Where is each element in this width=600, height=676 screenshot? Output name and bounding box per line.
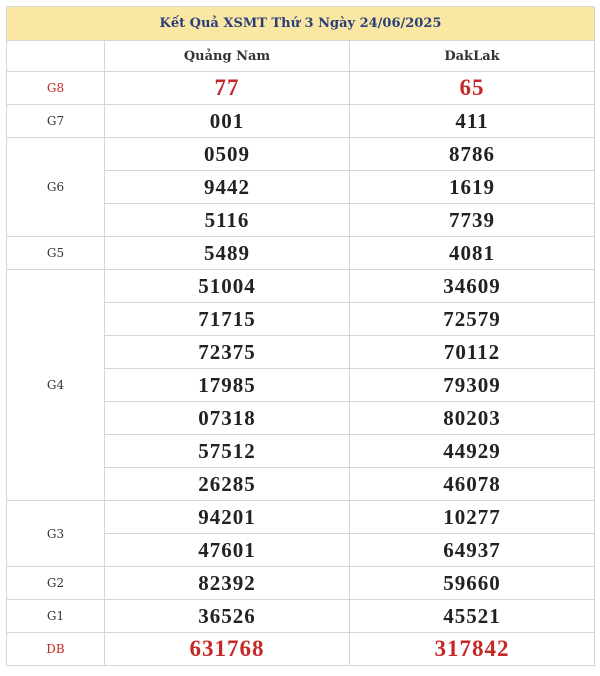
result-number: 5116 <box>105 204 350 237</box>
result-number: 34609 <box>350 270 595 303</box>
result-row <box>7 633 595 666</box>
result-number: 317842 <box>350 633 595 666</box>
result-number: 7739 <box>350 204 595 237</box>
result-number: 64937 <box>350 534 595 567</box>
result-row <box>7 600 595 633</box>
result-number: 77 <box>105 72 350 105</box>
result-number: 72579 <box>350 303 595 336</box>
result-number: 5489 <box>105 237 350 270</box>
result-number: 1619 <box>350 171 595 204</box>
result-row <box>7 237 595 270</box>
prize-label-g6: G6 <box>7 138 105 237</box>
result-number: 47601 <box>105 534 350 567</box>
province-header-daklak: DakLak <box>350 41 595 72</box>
result-row <box>7 72 595 105</box>
result-number: 72375 <box>105 336 350 369</box>
result-number: 9442 <box>105 171 350 204</box>
result-number: 4081 <box>350 237 595 270</box>
result-number: 71715 <box>105 303 350 336</box>
prize-label-g7: G7 <box>7 105 105 138</box>
result-number: 631768 <box>105 633 350 666</box>
result-number: 46078 <box>350 468 595 501</box>
results-table <box>6 6 595 666</box>
result-number: 82392 <box>105 567 350 600</box>
result-row <box>7 105 595 138</box>
result-number: 07318 <box>105 402 350 435</box>
result-number: 80203 <box>350 402 595 435</box>
result-number: 65 <box>350 72 595 105</box>
result-row <box>7 501 595 534</box>
prize-label-g2: G2 <box>7 567 105 600</box>
prize-label-g5: G5 <box>7 237 105 270</box>
result-number: 51004 <box>105 270 350 303</box>
result-number: 26285 <box>105 468 350 501</box>
result-row <box>7 138 595 171</box>
result-number: 59660 <box>350 567 595 600</box>
result-number: 8786 <box>350 138 595 171</box>
prize-label-db: DB <box>7 633 105 666</box>
province-header-quang-nam: Quảng Nam <box>105 41 350 72</box>
prize-label-g8: G8 <box>7 72 105 105</box>
result-row <box>7 270 595 303</box>
result-number: 001 <box>105 105 350 138</box>
result-number: 17985 <box>105 369 350 402</box>
results-body <box>7 72 595 666</box>
result-number: 57512 <box>105 435 350 468</box>
result-number: 0509 <box>105 138 350 171</box>
result-number: 79309 <box>350 369 595 402</box>
prize-label-g1: G1 <box>7 600 105 633</box>
result-number: 36526 <box>105 600 350 633</box>
table-title: Kết Quả XSMT Thứ 3 Ngày 24/06/2025 <box>7 7 595 41</box>
result-number: 70112 <box>350 336 595 369</box>
result-number: 94201 <box>105 501 350 534</box>
result-number: 10277 <box>350 501 595 534</box>
prize-label-g4: G4 <box>7 270 105 501</box>
result-number: 44929 <box>350 435 595 468</box>
result-number: 45521 <box>350 600 595 633</box>
prize-header-cell <box>7 41 105 72</box>
results-container <box>6 6 594 666</box>
result-number: 411 <box>350 105 595 138</box>
result-row <box>7 567 595 600</box>
prize-label-g3: G3 <box>7 501 105 567</box>
